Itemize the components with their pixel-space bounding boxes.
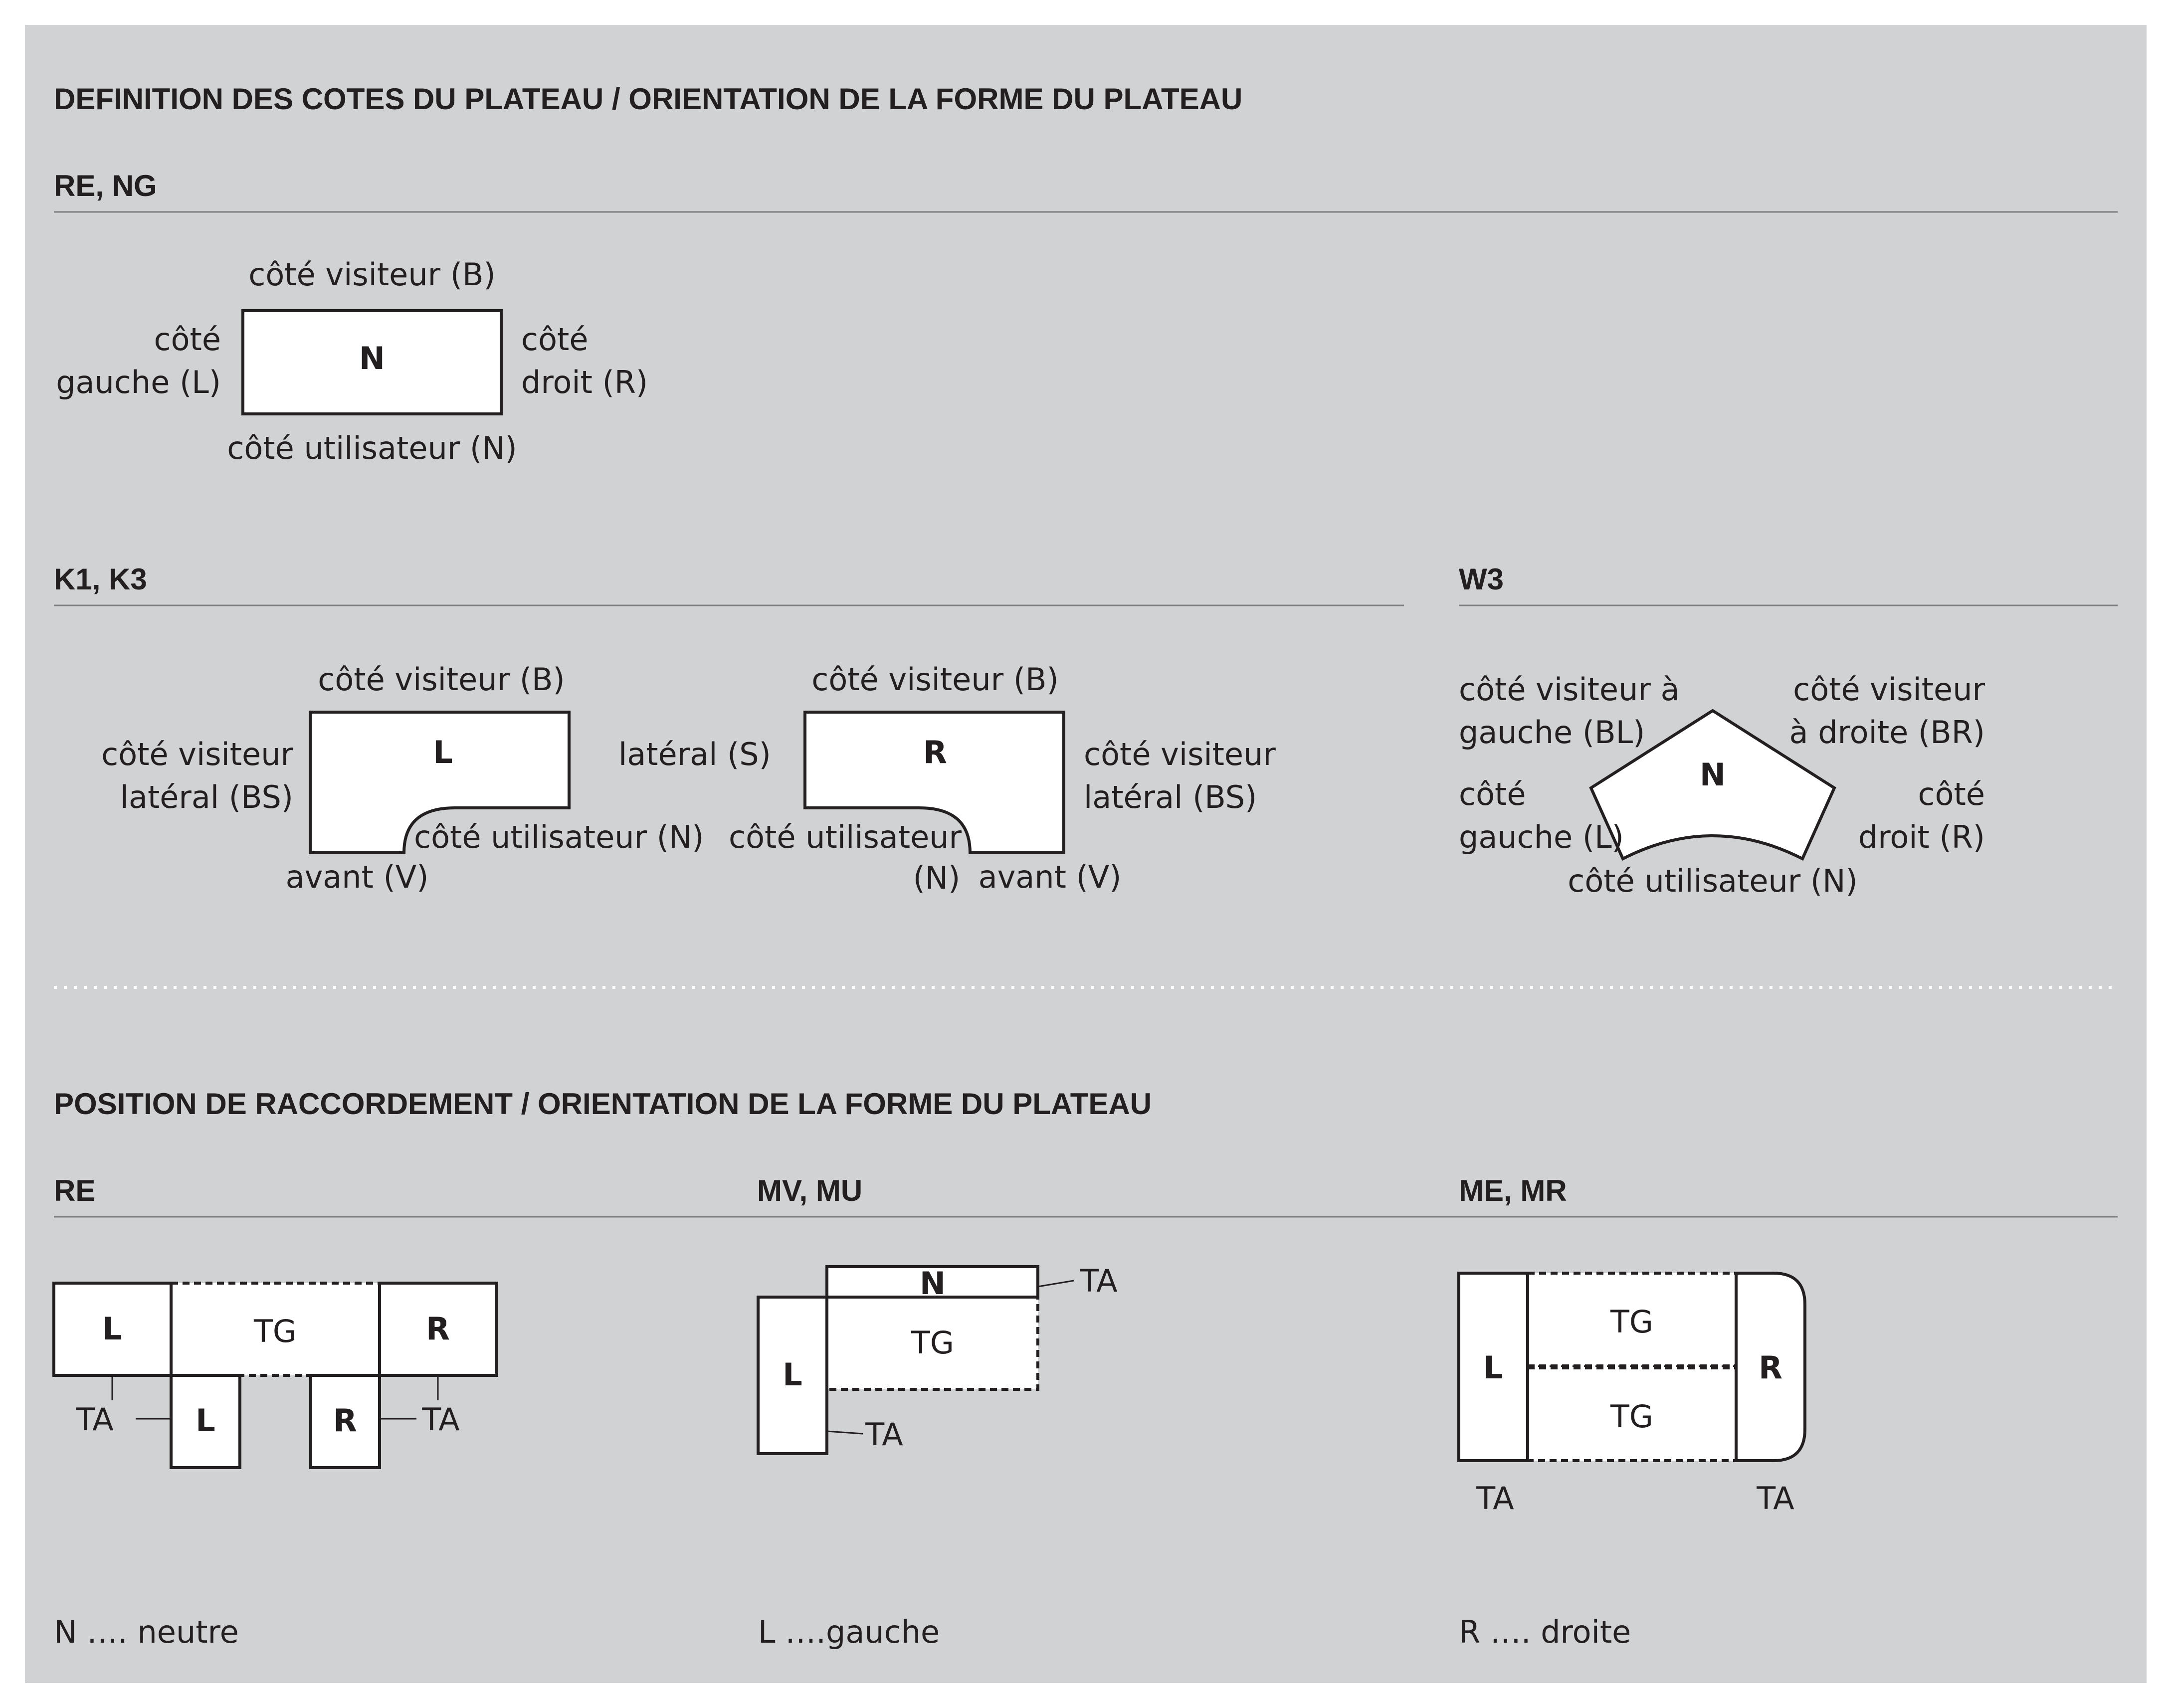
re-r-top-label: R — [426, 1311, 450, 1347]
re-ng-top-label: côté visiteur (B) — [248, 256, 496, 293]
k-r-right-label-2: latéral (BS) — [1084, 779, 1257, 815]
legend-left: L ….gauche — [758, 1614, 940, 1650]
k-r-top-label: côté visiteur (B) — [811, 661, 1059, 698]
me-mr-ta-left-label: TA — [1476, 1480, 1514, 1517]
re-l-top-label: L — [102, 1311, 122, 1347]
re-ng-right-label-1: côté — [521, 321, 589, 358]
re-ng-heading: RE, NG — [54, 169, 157, 202]
me-mr-r-label: R — [1759, 1349, 1782, 1386]
re-ng-bottom-label: côté utilisateur (N) — [227, 430, 517, 466]
re-ng-right-label-2: droit (R) — [521, 364, 648, 400]
mv-mu-heading: MV, MU — [757, 1174, 863, 1207]
plateau-orientation-diagram — [25, 25, 2147, 1683]
k-r-front-label: avant (V) — [978, 859, 1122, 895]
re-ta-left-label: TA — [76, 1401, 114, 1438]
me-mr-l-label: L — [1483, 1349, 1503, 1386]
mv-mu-ta-top-label: TA — [1080, 1263, 1118, 1299]
w3-heading: W3 — [1459, 563, 1504, 596]
mv-mu-l-label: L — [783, 1356, 802, 1393]
re-r-bottom-label: R — [333, 1402, 357, 1439]
mv-mu-tg-label: TG — [911, 1325, 954, 1361]
legend-right: R …. droite — [1459, 1614, 1631, 1650]
k-l-left-label-2: latéral (BS) — [120, 779, 293, 815]
w3-right-label-2: droit (R) — [1858, 819, 1985, 855]
k-l-front-label: avant (V) — [285, 859, 429, 895]
w3-bottom-label: côté utilisateur (N) — [1568, 863, 1858, 899]
re-ng-left-label-1: côté — [154, 321, 221, 358]
legend-neutral: N …. neutre — [54, 1614, 239, 1650]
re-ng-center-label: N — [359, 340, 385, 377]
re-ng-left-label-2: gauche (L) — [56, 364, 221, 400]
k1k3-heading: K1, K3 — [54, 563, 147, 596]
w3-top-right-label-1: côté visiteur — [1793, 671, 1985, 708]
k-l-left-label-1: côté visiteur — [101, 736, 293, 772]
k-r-center-label: R — [923, 734, 947, 770]
re-ta-right-label: TA — [422, 1401, 460, 1438]
mv-mu-n-label: N — [920, 1265, 946, 1302]
k-l-right-label: latéral (S) — [618, 736, 771, 772]
k-r-notch-label-1: côté utilisateur — [729, 819, 962, 855]
k-r-notch-label-2: (N) — [913, 860, 961, 896]
me-mr-tg-top-label: TG — [1610, 1304, 1653, 1340]
re-heading: RE — [54, 1174, 96, 1207]
diagram-panel — [25, 25, 2147, 1683]
me-mr-heading: ME, MR — [1459, 1174, 1567, 1207]
re-tg-label: TG — [254, 1313, 297, 1349]
w3-left-label-1: côté — [1459, 776, 1526, 812]
w3-top-left-label-1: côté visiteur à — [1459, 671, 1680, 708]
w3-top-right-label-2: à droite (BR) — [1789, 714, 1985, 751]
w3-top-left-label-2: gauche (BL) — [1459, 714, 1645, 751]
k-r-right-label-1: côté visiteur — [1084, 736, 1276, 772]
mv-mu-ta-bottom-leader — [827, 1431, 863, 1434]
w3-left-label-2: gauche (L) — [1459, 819, 1624, 855]
re-l-bottom-label: L — [196, 1402, 215, 1439]
section1-title: DEFINITION DES COTES DU PLATEAU / ORIENTATION DE LA FORME DU PLATEAU — [54, 82, 1243, 116]
mv-mu-ta-top-leader — [1038, 1281, 1074, 1287]
k-l-notch-label: côté utilisateur (N) — [414, 819, 704, 855]
k-l-top-label: côté visiteur (B) — [318, 661, 565, 698]
me-mr-tg-bottom-label: TG — [1610, 1398, 1653, 1435]
w3-right-label-1: côté — [1918, 776, 1985, 812]
mv-mu-ta-bottom-label: TA — [865, 1416, 903, 1453]
section2-title: POSITION DE RACCORDEMENT / ORIENTATION DE LA FORME DU PLATEAU — [54, 1087, 1152, 1121]
me-mr-ta-right-label: TA — [1757, 1480, 1794, 1517]
k-l-center-label: L — [433, 734, 453, 770]
w3-center-label: N — [1700, 757, 1726, 793]
